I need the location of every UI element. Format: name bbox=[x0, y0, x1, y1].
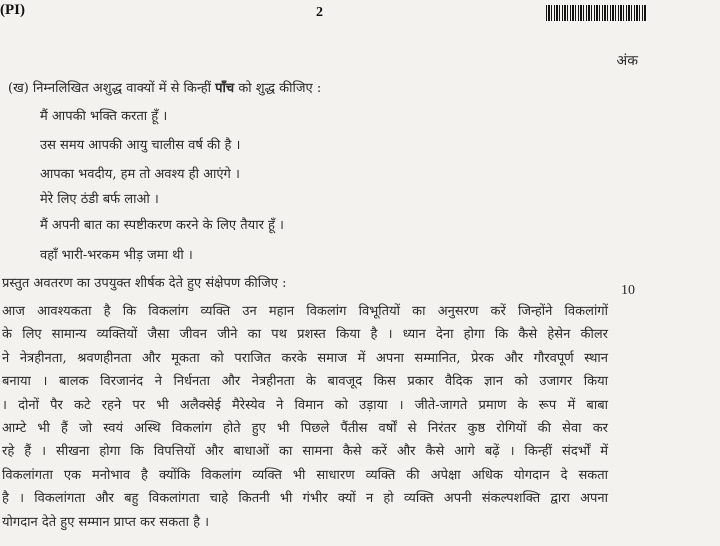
question-title: प्रस्तुत अवतरण का उपयुक्त शीर्षक देते हुए संक्षेपण कीजिए : bbox=[2, 276, 287, 291]
passage-line: । दोनों पैर कटे रहने पर भी अलैक्सेई मैरेस्येव ने विमान को उड़ाया । जीते-जागते प्रमाण के रूप में बाबा bbox=[2, 397, 608, 413]
sentence-item: वहाँ भारी-भरकम भीड़ जमा थी । bbox=[40, 248, 193, 263]
barcode-icon bbox=[546, 5, 646, 21]
passage-line: योगदान देते हुए सम्मान प्राप्त कर सकता है । bbox=[2, 514, 210, 530]
passage-line: रहे हैं । सीखना होगा कि विपत्तियों और बाधाओं का सामना कैसे करें और कैसे आगे बढ़ें । किन्हीं संदर्भों में bbox=[2, 444, 608, 460]
sentence-item: मैं आपकी भक्ति करता हूँ । bbox=[40, 109, 168, 124]
passage-line: बनाया । बालक विरजानंद ने निर्धनता और नेत्रहीनता के बावजूद किस प्रकार वैदिक ज्ञान को उजागर किया bbox=[2, 374, 608, 390]
passage bbox=[2, 300, 608, 534]
passage-line: आम्टे भी हैं जो स्वयं अस्थि विकलांग होते हुए भी पिछले पैंतीस वर्षों से निरंतर कुष्ठ रोगियों की सेवा कर bbox=[2, 421, 608, 437]
sentence-item: उस समय आपकी आयु चालीस वर्ष की है । bbox=[40, 138, 241, 153]
passage-line: ने नेत्रहीनता, श्रवणहीनता और मूकता को पराजित करके समाज में अपना सम्मानित, प्रेरक और गौरवपूर्ण स्थान bbox=[2, 350, 608, 366]
passage-line: है । विकलांगता और बहु विकलांगता चाहे कितनी भी गंभीर क्यों न हो व्यक्ति अपनी संकल्पशक्ति द्वारा अपना bbox=[2, 491, 608, 507]
page-number: 2 bbox=[316, 5, 323, 20]
passage-line: के लिए सामान्य व्यक्तियों जैसा जीवन जीने का पथ प्रशस्त किया है । ध्यान देना होगा कि कैसे हेसेन कीलर bbox=[2, 327, 608, 343]
passage-line: आज आवश्यकता है कि विकलांग व्यक्ति उन महान विकलांग विभूतियों का अनुसरण करें जिन्होंने विकलांगों bbox=[2, 304, 608, 319]
sentence-item: आपका भवदीय, हम तो अवश्य ही आएंगे । bbox=[40, 167, 240, 182]
subquestion-title: (ख) निम्नलिखित अशुद्ध वाक्यों में से किन्हीं पाँच को शुद्ध कीजिए : bbox=[8, 81, 322, 96]
marks-heading: अंक bbox=[616, 53, 638, 69]
passage-line: विकलांगता एक मनोभाव है क्योंकि विकलांग व्यक्ति भी साधारण व्यक्ति की अपेक्षा अधिक योगदान दे सकता bbox=[2, 467, 608, 483]
sentence-item: मैं अपनी बात का स्पष्टीकरण करने के लिए तैयार हूँ । bbox=[40, 218, 284, 233]
sentence-item: मेरे लिए ठंडी बर्फ लाओ । bbox=[40, 192, 159, 207]
paper-code: (PI) bbox=[0, 2, 25, 18]
question-marks: 10 bbox=[621, 283, 635, 298]
